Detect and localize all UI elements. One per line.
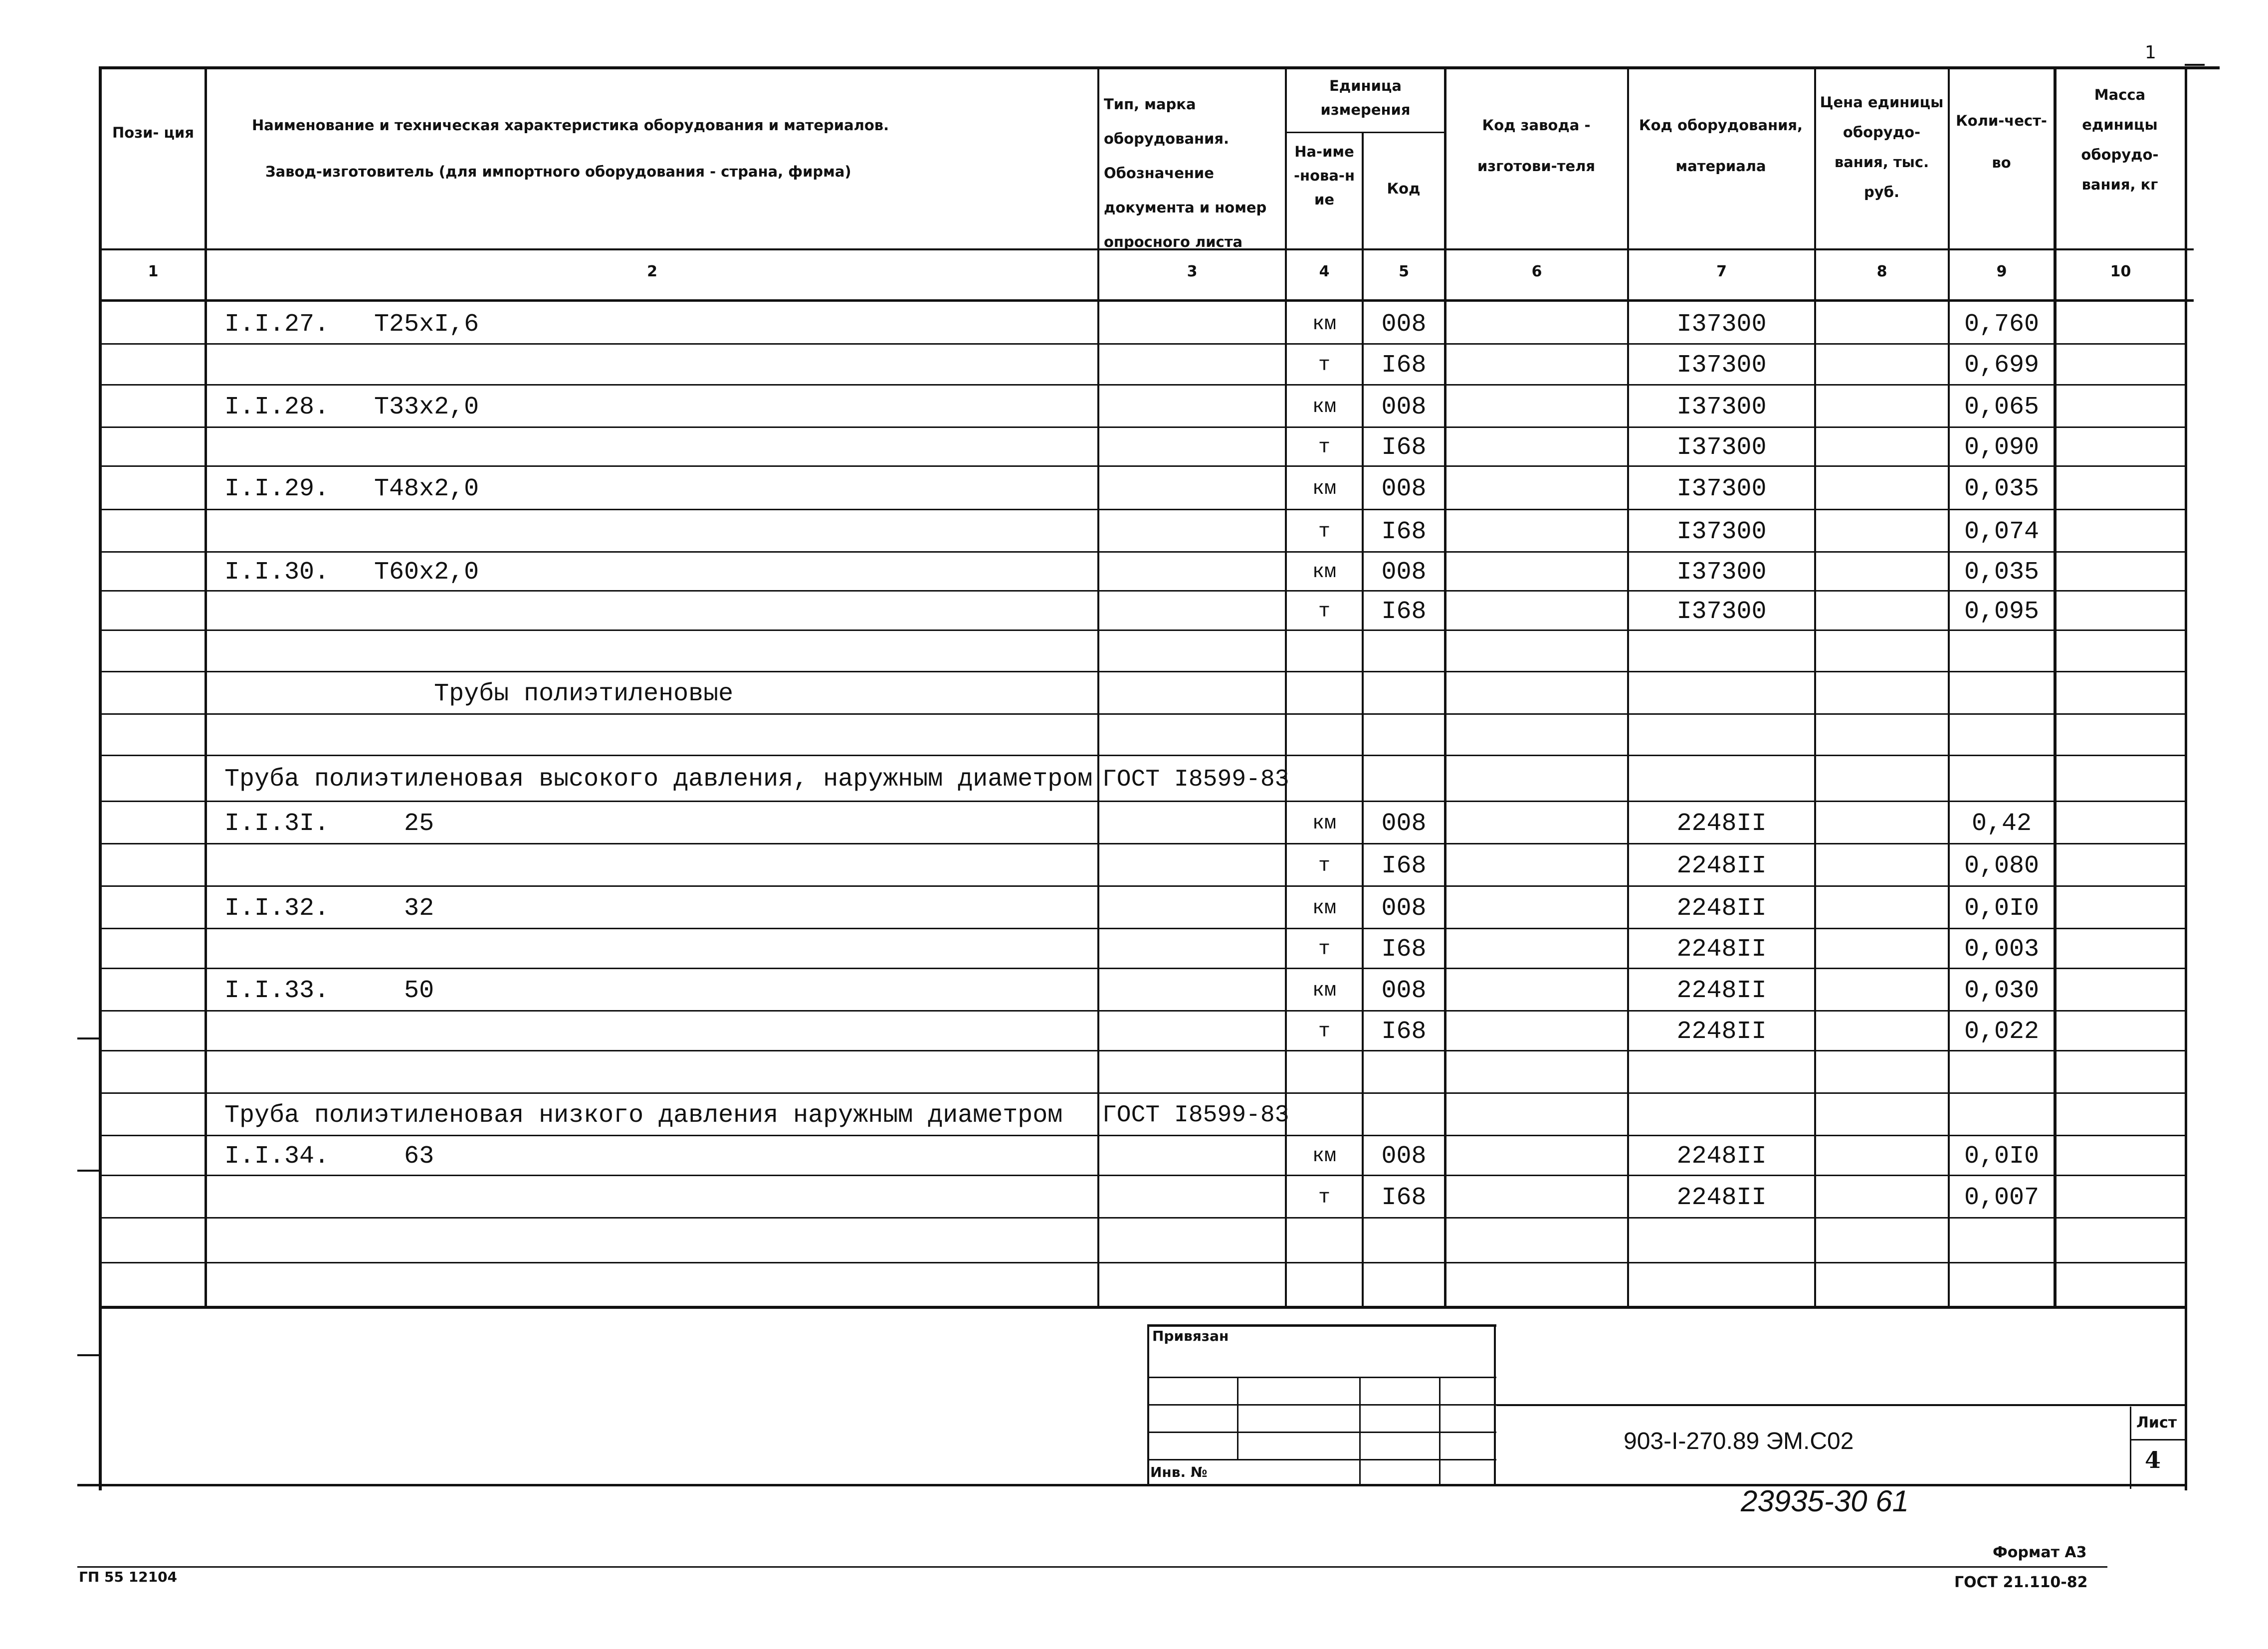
cell-name [224, 1010, 1097, 1050]
cell-code [1364, 1050, 1444, 1092]
cell-mass [2057, 343, 2185, 384]
cell-unit: км [1312, 1145, 1336, 1168]
cell-mat [1629, 1217, 1814, 1262]
cell-mat: I37300 [1676, 393, 1767, 421]
cell-doc [1102, 1175, 1287, 1217]
cell-qty: 0,030 [1964, 977, 2040, 1005]
cell-name [224, 843, 1097, 885]
cell-mat: 2248II [1676, 894, 1767, 923]
cell-code: 008 [1381, 810, 1427, 838]
sheet-label: Лист [2136, 1414, 2177, 1432]
cell-doc [1102, 801, 1287, 843]
cell-code: I68 [1381, 351, 1427, 380]
cell-plant [1446, 1262, 1627, 1306]
cell-code: I68 [1381, 598, 1427, 626]
cell-code: 008 [1381, 1142, 1427, 1171]
cell-price [1816, 384, 1948, 426]
cell-qty [1950, 1262, 2054, 1306]
cell-mass [2057, 426, 2185, 465]
cell-plant [1446, 968, 1627, 1010]
cell-mat: I37300 [1676, 475, 1767, 503]
cell-qty [1950, 1092, 2054, 1135]
cell-doc [1102, 629, 1287, 671]
cell-code [1364, 713, 1444, 755]
cell-unit [1287, 1092, 1362, 1135]
cell-mat [1629, 671, 1814, 713]
cell-mat: 2248II [1676, 852, 1767, 880]
cell-unit [1287, 629, 1362, 671]
inventory-number-label: Инв. № [1150, 1464, 1208, 1480]
format-label: Формат А3 [1993, 1544, 2087, 1561]
cell-doc [1102, 1010, 1287, 1050]
cell-doc [1102, 1262, 1287, 1306]
cell-name: I.I.30. T60x2,0 [224, 558, 479, 587]
cell-name [224, 1262, 1097, 1306]
cell-doc [1102, 551, 1287, 590]
cell-name: I.I.27. T25xI,6 [224, 310, 479, 339]
cell-plant [1446, 465, 1627, 509]
cell-price [1816, 801, 1948, 843]
cell-name: I.I.28. T33x2,0 [224, 393, 479, 421]
cell-doc [1102, 671, 1287, 713]
cell-mass [2057, 384, 2185, 426]
cell-plant [1446, 671, 1627, 713]
cell-qty: 0,022 [1964, 1018, 2040, 1046]
cell-mat: I37300 [1676, 598, 1767, 626]
sheet-number: 4 [2145, 1446, 2161, 1473]
cell-doc [1102, 885, 1287, 928]
cell-name [224, 713, 1097, 755]
cell-unit: т [1318, 938, 1330, 961]
cell-price [1816, 1010, 1948, 1050]
privyazan-label: Привязан [1152, 1328, 1229, 1344]
cell-plant [1446, 1010, 1627, 1050]
cell-doc [1102, 843, 1287, 885]
header-mass: Масса единицы оборудо-вания, кг [2081, 86, 2159, 193]
cell-price [1816, 1050, 1948, 1092]
cell-unit [1287, 1262, 1362, 1306]
cell-price [1816, 590, 1948, 629]
cell-price [1816, 1175, 1948, 1217]
header-quantity: Коли-чест-во [1956, 112, 2047, 171]
cell-unit: т [1318, 1187, 1330, 1209]
cell-qty: 0,003 [1964, 935, 2040, 964]
cell-plant [1446, 928, 1627, 968]
cell-plant [1446, 885, 1627, 928]
cell-code [1364, 629, 1444, 671]
cell-unit: км [1312, 561, 1336, 584]
cell-mass [2057, 968, 2185, 1010]
cell-mat: 2248II [1676, 977, 1767, 1005]
cell-doc [1102, 1050, 1287, 1092]
cell-code: 008 [1381, 977, 1427, 1005]
cell-mass [2057, 928, 2185, 968]
cell-price [1816, 713, 1948, 755]
cell-name [224, 629, 1097, 671]
cell-mat [1629, 1050, 1814, 1092]
cell-qty: 0,42 [1971, 810, 2032, 838]
cell-mass [2057, 302, 2185, 343]
col-number-9: 9 [1996, 263, 2007, 280]
cell-mass [2057, 1135, 2185, 1175]
cell-mat [1629, 1262, 1814, 1306]
header-name-line1: Наименование и техническая характеристика оборудования и материалов. [252, 117, 889, 134]
cell-unit: км [1312, 396, 1336, 418]
cell-unit: т [1318, 436, 1330, 459]
cell-plant [1446, 801, 1627, 843]
col-number-4: 4 [1319, 263, 1330, 280]
cell-price [1816, 671, 1948, 713]
cell-plant [1446, 713, 1627, 755]
cell-name [224, 590, 1097, 629]
cell-mat: I37300 [1676, 433, 1767, 462]
cell-price [1816, 343, 1948, 384]
cell-mass [2057, 671, 2185, 713]
cell-price [1816, 509, 1948, 551]
header-price: Цена единицы оборудо-вания, тыс. руб. [1820, 94, 1944, 201]
cell-unit: км [1312, 313, 1336, 336]
cell-qty: 0,007 [1964, 1184, 2040, 1212]
cell-unit: км [1312, 980, 1336, 1002]
cell-code [1364, 1217, 1444, 1262]
header-plant-code: Код завода - изготови-теля [1477, 117, 1596, 175]
cell-plant [1446, 1092, 1627, 1135]
cell-unit: т [1318, 855, 1330, 877]
handwritten-number: 23935-30 61 [1741, 1484, 1909, 1518]
cell-code [1364, 755, 1444, 801]
col-number-1: 1 [148, 263, 159, 280]
cell-qty [1950, 1050, 2054, 1092]
cell-mat: 2248II [1676, 1018, 1767, 1046]
cell-name: I.I.3I. 25 [224, 810, 434, 838]
cell-unit [1287, 755, 1362, 801]
cell-unit: т [1318, 601, 1330, 623]
cell-qty [1950, 629, 2054, 671]
cell-mass [2057, 1010, 2185, 1050]
cell-mat: I37300 [1676, 310, 1767, 339]
cell-qty: 0,080 [1964, 852, 2040, 880]
cell-mass [2057, 755, 2185, 801]
cell-doc [1102, 465, 1287, 509]
col-number-2: 2 [647, 263, 657, 280]
cell-mat: I37300 [1676, 558, 1767, 587]
col-number-8: 8 [1876, 263, 1887, 280]
cell-qty: 0,0I0 [1964, 894, 2040, 923]
cell-mass [2057, 629, 2185, 671]
cell-plant [1446, 384, 1627, 426]
cell-plant [1446, 629, 1627, 671]
cell-unit [1287, 1217, 1362, 1262]
cell-name [224, 343, 1097, 384]
cell-code: I68 [1381, 935, 1427, 964]
cell-code: 008 [1381, 475, 1427, 503]
cell-doc [1102, 713, 1287, 755]
header-type: Тип, марка оборудования. Обозначение документа и номер опросного листа [1104, 96, 1267, 250]
cell-mass [2057, 590, 2185, 629]
cell-doc [1102, 426, 1287, 465]
header-unit-name: На-име-нова-ние [1294, 143, 1355, 208]
cell-name: I.I.34. 63 [224, 1142, 434, 1171]
cell-mat: 2248II [1676, 810, 1767, 838]
cell-price [1816, 885, 1948, 928]
cell-unit: км [1312, 478, 1336, 500]
cell-price [1816, 1217, 1948, 1262]
cell-plant [1446, 509, 1627, 551]
cell-unit [1287, 713, 1362, 755]
cell-doc [1102, 1217, 1287, 1262]
cell-mat: 2248II [1676, 1184, 1767, 1212]
cell-plant [1446, 426, 1627, 465]
cell-qty: 0,095 [1964, 598, 2040, 626]
header-name-line2: Завод-изготовитель (для импортного оборудования - страна, фирма) [265, 163, 851, 180]
cell-plant [1446, 1050, 1627, 1092]
cell-code [1364, 1262, 1444, 1306]
cell-plant [1446, 843, 1627, 885]
gp-label: ГП 55 12104 [79, 1569, 178, 1585]
cell-price [1816, 843, 1948, 885]
cell-qty: 0,0I0 [1964, 1142, 2040, 1171]
cell-plant [1446, 343, 1627, 384]
cell-name: I.I.33. 50 [224, 977, 434, 1005]
cell-qty: 0,699 [1964, 351, 2040, 380]
cell-code: 008 [1381, 393, 1427, 421]
cell-name: Труба полиэтиленовая высокого давления, наружным диаметром [224, 765, 1093, 794]
cell-plant [1446, 590, 1627, 629]
cell-qty [1950, 1217, 2054, 1262]
cell-name: Труба полиэтиленовая низкого давления наружным диаметром [224, 1101, 1063, 1130]
cell-code: 008 [1381, 310, 1427, 339]
cell-name: Трубы полиэтиленовые [224, 680, 734, 708]
cell-doc: ГОСТ I8599-83 [1102, 1102, 1289, 1129]
cell-price [1816, 426, 1948, 465]
cell-code: I68 [1381, 518, 1427, 546]
cell-mass [2057, 465, 2185, 509]
cell-name [224, 1175, 1097, 1217]
cell-mat [1629, 1092, 1814, 1135]
cell-code: I68 [1381, 1018, 1427, 1046]
cell-name: I.I.29. T48x2,0 [224, 475, 479, 503]
cell-unit [1287, 671, 1362, 713]
cell-qty [1950, 713, 2054, 755]
cell-qty: 0,760 [1964, 310, 2040, 339]
header-material-code: Код оборудования, материала [1639, 117, 1803, 175]
cell-plant [1446, 1217, 1627, 1262]
cell-unit: т [1318, 1021, 1330, 1043]
header-position: Пози- ция [112, 124, 194, 141]
col-number-7: 7 [1716, 263, 1727, 280]
cell-price [1816, 1135, 1948, 1175]
cell-unit: км [1312, 813, 1336, 835]
cell-mass [2057, 885, 2185, 928]
cell-price [1816, 928, 1948, 968]
cell-mass [2057, 713, 2185, 755]
cell-doc [1102, 928, 1287, 968]
cell-qty: 0,035 [1964, 558, 2040, 587]
cell-price [1816, 302, 1948, 343]
cell-doc: ГОСТ I8599-83 [1102, 766, 1289, 793]
cell-qty: 0,074 [1964, 518, 2040, 546]
cell-mat [1629, 629, 1814, 671]
cell-plant [1446, 1135, 1627, 1175]
document-designation: 903-I-270.89 ЭМ.С02 [1624, 1428, 1854, 1454]
corner-mark: 1 [2145, 42, 2156, 63]
cell-unit: км [1312, 897, 1336, 920]
cell-mat: 2248II [1676, 935, 1767, 964]
cell-plant [1446, 551, 1627, 590]
cell-doc [1102, 343, 1287, 384]
cell-name [224, 1050, 1097, 1092]
gost-label: ГОСТ 21.110-82 [1954, 1574, 2088, 1591]
col-number-10: 10 [2110, 263, 2131, 280]
cell-name: I.I.32. 32 [224, 894, 434, 923]
cell-doc [1102, 968, 1287, 1010]
cell-doc [1102, 590, 1287, 629]
col-number-5: 5 [1399, 263, 1409, 280]
cell-mass [2057, 551, 2185, 590]
cell-code: I68 [1381, 852, 1427, 880]
cell-mat [1629, 713, 1814, 755]
cell-code: I68 [1381, 433, 1427, 462]
cell-mass [2057, 843, 2185, 885]
cell-qty: 0,065 [1964, 393, 2040, 421]
cell-doc [1102, 302, 1287, 343]
cell-qty: 0,035 [1964, 475, 2040, 503]
cell-qty: 0,090 [1964, 433, 2040, 462]
cell-price [1816, 1092, 1948, 1135]
cell-qty [1950, 671, 2054, 713]
cell-name [224, 1217, 1097, 1262]
col-number-3: 3 [1187, 263, 1198, 280]
cell-qty [1950, 755, 2054, 801]
cell-name [224, 509, 1097, 551]
cell-plant [1446, 302, 1627, 343]
cell-unit: т [1318, 521, 1330, 543]
cell-unit: т [1318, 354, 1330, 377]
cell-mass [2057, 1092, 2185, 1135]
cell-mass [2057, 1217, 2185, 1262]
cell-price [1816, 755, 1948, 801]
cell-unit [1287, 1050, 1362, 1092]
cell-plant [1446, 1175, 1627, 1217]
cell-mat [1629, 755, 1814, 801]
cell-code: 008 [1381, 894, 1427, 923]
cell-doc [1102, 1135, 1287, 1175]
header-unit-group: Единица измерения [1320, 77, 1411, 118]
cell-mass [2057, 509, 2185, 551]
cell-code: I68 [1381, 1184, 1427, 1212]
cell-price [1816, 1262, 1948, 1306]
cell-code: 008 [1381, 558, 1427, 587]
cell-mat: 2248II [1676, 1142, 1767, 1171]
cell-doc [1102, 509, 1287, 551]
cell-doc [1102, 384, 1287, 426]
cell-mass [2057, 1175, 2185, 1217]
cell-price [1816, 968, 1948, 1010]
cell-plant [1446, 755, 1627, 801]
cell-name [224, 928, 1097, 968]
cell-mat: I37300 [1676, 351, 1767, 380]
cell-mass [2057, 801, 2185, 843]
cell-price [1816, 551, 1948, 590]
cell-mass [2057, 1262, 2185, 1306]
cell-mass [2057, 1050, 2185, 1092]
cell-price [1816, 465, 1948, 509]
cell-code [1364, 1092, 1444, 1135]
cell-price [1816, 629, 1948, 671]
cell-code [1364, 671, 1444, 713]
header-unit-code: Код [1387, 180, 1421, 197]
col-number-6: 6 [1531, 263, 1542, 280]
cell-mat: I37300 [1676, 518, 1767, 546]
cell-name [224, 426, 1097, 465]
